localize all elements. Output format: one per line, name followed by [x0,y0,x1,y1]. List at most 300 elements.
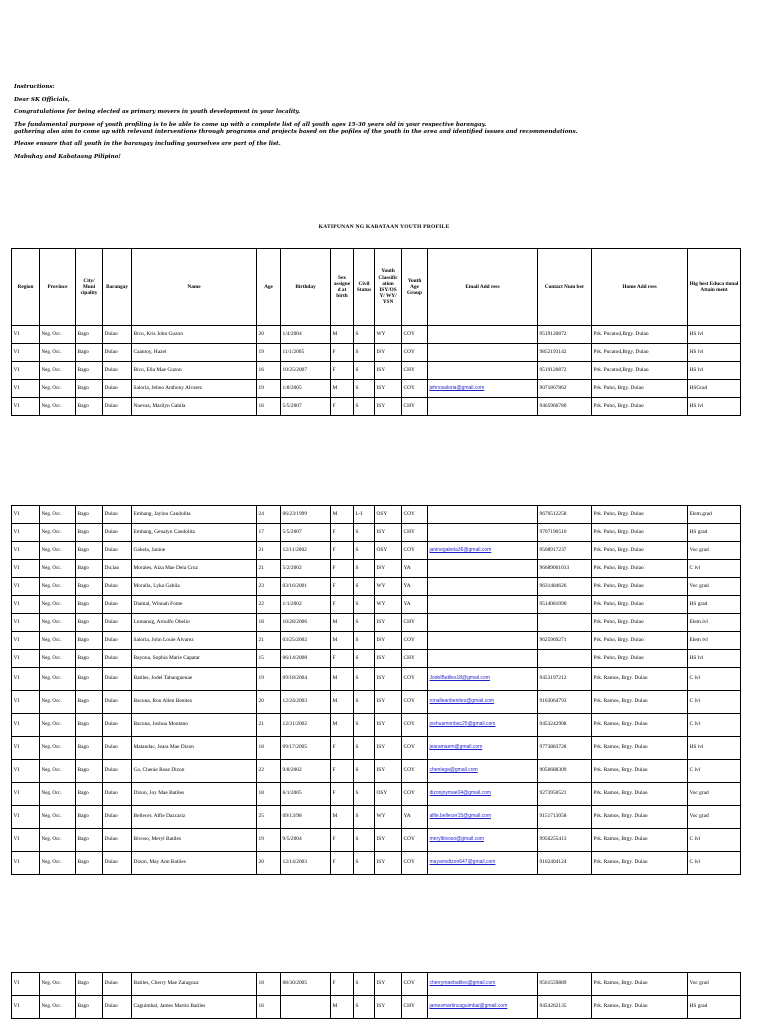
cell-city: Bago [76,524,103,542]
cell-name: Morales, Aiza Mae Dela Cruz [132,560,257,578]
cell-sex: F [331,760,354,783]
header-contact: Contact Num ber [538,249,592,326]
cell-email[interactable]: jehnosaloria@gmail.com [428,380,538,398]
table-row [12,760,741,783]
cell-name: Saloria, John Louie Alvarez [132,632,257,650]
cell-address: Prk. Pucatod,Brgy. Dulao [592,344,688,362]
cell-email[interactable]: dizonjoymae04@gmail.com [428,783,538,806]
cell-age-group: COY [402,760,428,783]
cell-province: Neg. Occ. [40,380,76,398]
cell-age-group: CHY [402,614,428,632]
cell-education: HS lvl [688,737,741,760]
cell-name: Ga, Chenie Rose Dizon [132,760,257,783]
cell-civil-status: S [354,344,375,362]
cell-city: Bago [76,668,103,691]
cell-address: Prk. Puho, Brgy. Dulao [592,596,688,614]
cell-contact: 9670512258 [538,506,592,524]
header-region: Region [12,249,40,326]
cell-barangay: Du;lao [103,560,132,578]
cell-city: Bago [76,578,103,596]
cell-barangay: Dulao [103,691,132,714]
cell-email[interactable]: ronalleanbenitez@gmail.com [428,691,538,714]
cell-education: Elem lvl [688,632,741,650]
cell-birthday: 12/11/2002 [281,542,331,560]
cell-email[interactable]: joshuamonbac25@gmail.com [428,714,538,737]
cell-barangay: Dulao [103,829,132,852]
cell-education: C lvl [688,714,741,737]
cell-age-group: YA [402,578,428,596]
cell-civil-status: S [354,852,375,875]
cell-age-group: COY [402,783,428,806]
cell-classification: WY [375,806,402,829]
cell-birthday: 09/18/2004 [281,668,331,691]
cell-name: Embang, Jaylou Candolita [132,506,257,524]
cell-region: VI [12,806,40,829]
cell-age: 15 [257,650,281,668]
instructions-congrats: Congratulations for being elected as primary movers in youth development in your locality. [14,109,301,115]
header-name: Name [132,249,257,326]
cell-region: VI [12,596,40,614]
cell-sex: F [331,852,354,875]
cell-city: Bago [76,783,103,806]
cell-education: HS lvl [688,344,741,362]
cell-classification: ISY [375,362,402,380]
table-row [12,691,741,714]
cell-education: HS lvl [688,398,741,416]
cell-address: Prk. Ramos, Brgy. Dulao [592,737,688,760]
cell-address: Prk. Puho, Brgy. Dulao [592,614,688,632]
document-title: KATIPUNAN NG KABATAAN YOUTH PROFILE [318,224,450,230]
cell-education: Elem.grad [688,506,741,524]
cell-birthday: 08/30/2005 [281,973,331,996]
cell-address: Prk. Ramos, Brgy. Dulao [592,783,688,806]
youth-profile-table-3 [11,972,741,1019]
cell-age-group: COY [402,737,428,760]
cell-city: Bago [76,344,103,362]
cell-name: Bivoso, Meryl Batiles [132,829,257,852]
cell-province: Neg. Occ. [40,714,76,737]
cell-civil-status: S [354,614,375,632]
cell-age: 24 [257,506,281,524]
cell-email[interactable] [428,578,538,596]
table-row [12,996,741,1019]
table-row [12,506,741,524]
cell-age: 19 [257,668,281,691]
cell-barangay: Dulao [103,852,132,875]
youth-profile-table-2 [11,505,741,875]
cell-province: Neg. Occ. [40,542,76,560]
cell-classification: ISY [375,614,402,632]
cell-email[interactable] [428,596,538,614]
cell-barangay: Dulao [103,524,132,542]
cell-sex: M [331,380,354,398]
cell-region: VI [12,398,40,416]
cell-name: Bayona, Sophia Marie Capatar [132,650,257,668]
cell-civil-status: L-I [354,506,375,524]
cell-email[interactable]: cheniega@gmail.com [428,760,538,783]
cell-birthday: 5/2/2002 [281,560,331,578]
cell-email[interactable]: jearamaem@gmail.com [428,737,538,760]
cell-sex: F [331,524,354,542]
cell-sex: F [331,973,354,996]
cell-birthday: 12/24/2003 [281,691,331,714]
cell-sex: F [331,560,354,578]
instructions-ensure: Please ensure that all youth in the barangay including yourselves are part of the list. [14,141,281,147]
cell-barangay: Dulao [103,506,132,524]
cell-region: VI [12,996,40,1019]
cell-sex: M [331,614,354,632]
cell-barangay: Dulao [103,344,132,362]
instructions-salutation: Dear SK Officials, [14,96,70,103]
cell-age: 16 [257,996,281,1019]
cell-sex: F [331,737,354,760]
cell-barangay: Dulao [103,542,132,560]
instructions-purpose-2: gathering also aim to come up with relevant interventions through programs and projects based on the pofiles of the youth in the area and identified issues and recommendations. [14,128,578,135]
cell-city: Bago [76,737,103,760]
cell-email[interactable]: merylbivoso@gmail.com [428,829,538,852]
cell-classification: ISY [375,737,402,760]
cell-email[interactable] [428,344,538,362]
cell-birthday: 9/8/2002 [281,760,331,783]
cell-name: Lumanog, Arnulfo Obelio [132,614,257,632]
cell-age: 21 [257,632,281,650]
cell-civil-status: S [354,783,375,806]
cell-name: Bico, Ella Mae Guzon [132,362,257,380]
cell-civil-status: S [354,973,375,996]
cell-birthday: 9/5/2004 [281,829,331,852]
cell-province: Neg. Occ. [40,398,76,416]
table-row [12,737,741,760]
cell-province: Neg. Occ. [40,760,76,783]
cell-province: Neg. Occ. [40,506,76,524]
cell-contact: 9508917237 [538,542,592,560]
cell-civil-status: S [354,326,375,344]
cell-age-group: COY [402,344,428,362]
cell-age: 22 [257,596,281,614]
cell-province: Neg. Occ. [40,326,76,344]
cell-email[interactable] [428,632,538,650]
cell-civil-status: S [354,691,375,714]
cell-province: Neg. Occ. [40,344,76,362]
cell-age: 20 [257,691,281,714]
cell-city: Bago [76,542,103,560]
cell-address: Prk. Ramos, Brgy. Dulao [592,973,688,996]
table-row [12,614,741,632]
cell-name: Moralla, Lyka Gabila [132,578,257,596]
header-province: Province [40,249,76,326]
cell-birthday [281,996,331,1019]
cell-region: VI [12,632,40,650]
cell-barangay: Dulao [103,578,132,596]
cell-classification: WY [375,596,402,614]
cell-civil-status: S [354,560,375,578]
cell-age: 18 [257,973,281,996]
cell-address: Prk. Ramos, Brgy. Dulao [592,691,688,714]
instructions [14,84,754,166]
cell-email[interactable]: mayanndizon647@gmail.com [428,852,538,875]
cell-age: 21 [257,542,281,560]
cell-email[interactable] [428,524,538,542]
cell-education: C lvl [688,668,741,691]
cell-sex: F [331,398,354,416]
cell-classification: ISY [375,560,402,578]
cell-birthday: 09/13/98 [281,806,331,829]
cell-name: Matandac, Jeara Mae Dizon [132,737,257,760]
header-address: Home Add ress [592,249,688,326]
cell-civil-status: S [354,714,375,737]
cell-sex: M [331,632,354,650]
cell-province: Neg. Occ. [40,596,76,614]
cell-age: 16 [257,398,281,416]
cell-birthday: 09/17/2005 [281,737,331,760]
cell-birthday: 12/31/2002 [281,714,331,737]
cell-contact: 9273950521 [538,783,592,806]
cell-province: Neg. Occ. [40,524,76,542]
cell-civil-status: S [354,596,375,614]
cell-civil-status: S [354,362,375,380]
cell-contact: 9956255413 [538,829,592,852]
cell-barangay: Dulao [103,783,132,806]
cell-address: Prk. Pucatod,Brgy. Dulao [592,326,688,344]
cell-email[interactable] [428,362,538,380]
cell-city: Bago [76,380,103,398]
cell-province: Neg. Occ. [40,614,76,632]
cell-classification: ISY [375,973,402,996]
cell-name: Caguimbal, James Martin Batiles [132,996,257,1019]
cell-barangay: Dulao [103,973,132,996]
cell-barangay: Dulao [103,668,132,691]
cell-region: VI [12,524,40,542]
cell-province: Neg. Occ. [40,783,76,806]
cell-age-group: COY [402,632,428,650]
cell-address: Prk. Ramos, Brgy. Dulao [592,852,688,875]
cell-education: Voc grad [688,542,741,560]
cell-age: 20 [257,852,281,875]
cell-barangay: Dulao [103,714,132,737]
cell-address: Prk. Ramos, Brgy. Dulao [592,668,688,691]
cell-age-group: CHY [402,650,428,668]
cell-barangay: Dulao [103,650,132,668]
cell-classification: OSY [375,783,402,806]
cell-age-group: CHY [402,996,428,1019]
cell-city: Bago [76,614,103,632]
cell-age: 19 [257,829,281,852]
cell-civil-status: S [354,632,375,650]
cell-name: Embang, Genalyn Candolita [132,524,257,542]
cell-address: Prk. Puho, Brgy. Dulao [592,380,688,398]
cell-classification: WY [375,578,402,596]
cell-classification: ISY [375,398,402,416]
cell-civil-status: S [354,829,375,852]
cell-email[interactable] [428,614,538,632]
cell-name: Batiles, Cherry Mae Zaragoza [132,973,257,996]
cell-age-group: CHY [402,362,428,380]
table-row [12,632,741,650]
cell-contact: 9453242908 [538,714,592,737]
cell-city: Bago [76,806,103,829]
cell-classification: ISY [375,691,402,714]
cell-classification: ISY [375,714,402,737]
cell-classification: ISY [375,760,402,783]
cell-education: C lvl [688,852,741,875]
cell-province: Neg. Occ. [40,806,76,829]
cell-age-group: COY [402,714,428,737]
cell-birthday: 03/16/2001 [281,578,331,596]
cell-age-group: COY [402,542,428,560]
cell-address: Prk. Ramos, Brgy. Dulao [592,760,688,783]
instructions-heading: Instructions: [14,84,55,90]
cell-contact: 9631484626 [538,578,592,596]
cell-classification: ISY [375,524,402,542]
cell-birthday: 10/28/2006 [281,614,331,632]
cell-education: HS grad [688,596,741,614]
cell-contact [538,614,592,632]
cell-region: VI [12,829,40,852]
cell-email[interactable]: janinegabela36@gmail.com [428,542,538,560]
cell-classification: ISY [375,829,402,852]
cell-city: Bago [76,650,103,668]
cell-email[interactable] [428,326,538,344]
cell-classification: ISY [375,996,402,1019]
cell-age: 19 [257,344,281,362]
cell-sex: M [331,996,354,1019]
table-row [12,344,741,362]
header-classification: Youth Classific ation ISY/OS Y/ WY/ YSN [375,249,402,326]
header-birthday: Birthday [281,249,331,326]
cell-address: Prk. Puho, Brgy. Dulao [592,398,688,416]
cell-education: Voc grad [688,578,741,596]
cell-email[interactable]: JodelBatiles18@gmail.com [428,668,538,691]
cell-contact: 9151713058 [538,806,592,829]
cell-sex: M [331,668,354,691]
cell-email[interactable] [428,506,538,524]
cell-birthday: 06/23/1999 [281,506,331,524]
cell-sex: F [331,344,354,362]
cell-education: HS grad [688,996,741,1019]
cell-region: VI [12,783,40,806]
cell-email[interactable] [428,398,538,416]
cell-birthday: 03/25/2002 [281,632,331,650]
cell-name: Dizon, May Ann Batiles [132,852,257,875]
cell-age: 18 [257,783,281,806]
cell-region: VI [12,362,40,380]
cell-age-group: YA [402,596,428,614]
cell-email[interactable]: alfie.bellecer15@gmail.com [428,806,538,829]
cell-region: VI [12,668,40,691]
cell-birthday: 1/1/2002 [281,596,331,614]
cell-contact: 96689001013 [538,560,592,578]
cell-age: 21 [257,714,281,737]
cell-birthday: 1/4/2004 [281,326,331,344]
cell-contact: 9056688309 [538,760,592,783]
cell-city: Bago [76,398,103,416]
table-row [12,714,741,737]
cell-name: Bacuna, Joshua Montano [132,714,257,737]
table-row [12,973,741,996]
cell-education: HS lvl [688,650,741,668]
cell-barangay: Dulao [103,596,132,614]
header-age-group: Youth Age Group [402,249,428,326]
cell-address: Prk. Puho, Brgy. Dulao [592,524,688,542]
cell-city: Bago [76,506,103,524]
cell-region: VI [12,578,40,596]
cell-age-group: YA [402,806,428,829]
header-email: Email Add ress [428,249,538,326]
cell-civil-status: S [354,398,375,416]
cell-address: Prk. Puho, Brgy. Dulao [592,632,688,650]
cell-civil-status: S [354,737,375,760]
table-row [12,560,741,578]
cell-age-group: COY [402,852,428,875]
cell-civil-status: S [354,542,375,560]
cell-name: Batiles, Jodel Tabanguenae [132,668,257,691]
table-row [12,362,741,380]
cell-address: Prk. Ramos, Brgy. Dulao [592,996,688,1019]
table-row [12,852,741,875]
cell-province: Neg. Occ. [40,578,76,596]
table-row [12,668,741,691]
cell-civil-status: S [354,996,375,1019]
cell-birthday: 10/25/2007 [281,362,331,380]
cell-email[interactable]: cherrymaebatiles@gmail.com [428,973,538,996]
cell-contact [538,650,592,668]
youth-profile-table-1 [11,248,741,416]
cell-province: Neg. Occ. [40,737,76,760]
cell-province: Neg. Occ. [40,829,76,852]
cell-email[interactable]: jamesmartincaguimbal@gmail.com [428,996,538,1019]
cell-city: Bago [76,760,103,783]
cell-age-group: YA [402,560,428,578]
cell-classification: OSY [375,506,402,524]
cell-birthday: 5/5/2007 [281,524,331,542]
cell-contact: 9561559889 [538,973,592,996]
cell-age-group: COY [402,973,428,996]
cell-civil-status: S [354,650,375,668]
cell-age-group: COY [402,829,428,852]
cell-email[interactable] [428,650,538,668]
table-row [12,650,741,668]
cell-address: Prk. Ramos, Brgy. Dulao [592,714,688,737]
cell-age-group: COY [402,691,428,714]
cell-sex: F [331,578,354,596]
cell-province: Neg. Occ. [40,996,76,1019]
cell-age: 23 [257,578,281,596]
cell-barangay: Dulao [103,614,132,632]
table-row [12,829,741,852]
cell-age: 19 [257,380,281,398]
cell-contact: 9519120872 [538,326,592,344]
cell-province: Neg. Occ. [40,632,76,650]
table-row [12,524,741,542]
cell-education: HS lvl [688,326,741,344]
cell-region: VI [12,852,40,875]
cell-age-group: CHY [402,524,428,542]
cell-sex: M [331,506,354,524]
cell-email[interactable] [428,560,538,578]
cell-sex: F [331,829,354,852]
cell-education: Voc grad [688,783,741,806]
cell-city: Bago [76,852,103,875]
cell-sex: F [331,542,354,560]
cell-name: Diamal, Winnah Fonte [132,596,257,614]
cell-education: Voc grad [688,806,741,829]
cell-region: VI [12,542,40,560]
cell-age: 17 [257,524,281,542]
cell-sex: F [331,596,354,614]
cell-city: Bago [76,560,103,578]
cell-contact: 9453197212 [538,668,592,691]
cell-contact: 9465966780 [538,398,592,416]
